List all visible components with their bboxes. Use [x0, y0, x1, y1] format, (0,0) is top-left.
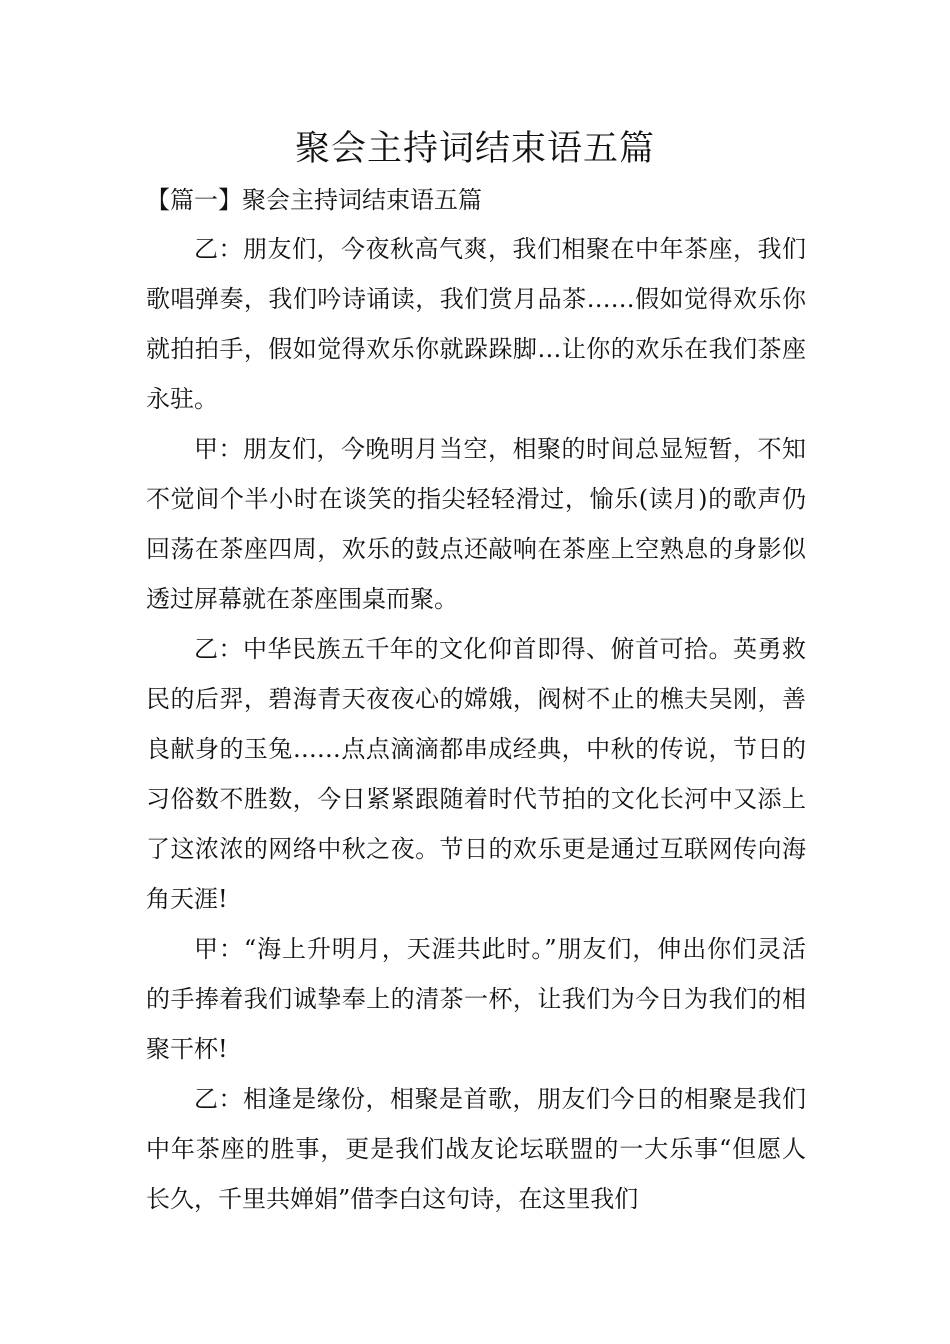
- paragraph: 乙：中华民族五千年的文化仰首即得、俯首可拾。英勇救民的后羿，碧海青天夜夜心的嫦娥，阀树不止的樵夫吴刚，善良献身的玉兔……点点滴滴都串成经典，中秋的传说，节日的习俗数不胜数，今日紧紧跟随着时代节拍的文化长河中又添上了这浓浓的网络中秋之夜。节日的欢乐更是通过互联网传向海角天涯!: [146, 635, 806, 913]
- paragraph: 乙：相逢是缘份，相聚是首歌，朋友们今日的相聚是我们中年茶座的胜事，更是我们战友论坛联盟的一大乐事“但愿人长久，千里共婵娟”借李白这句诗，在这里我们: [146, 1085, 806, 1213]
- document-title: 聚会主持词结束语五篇: [294, 129, 655, 169]
- document-body: [146, 224, 806, 1224]
- paragraph: 乙：朋友们，今夜秋高气爽，我们相聚在中年茶座，我们歌唱弹奏，我们吟诗诵读，我们赏月品茶……假如觉得欢乐你就拍拍手，假如觉得欢乐你就跺跺脚…让你的欢乐在我们茶座永驻。: [146, 235, 806, 413]
- paragraph: 甲：朋友们，今晚明月当空，相聚的时间总显短暂，不知不觉间个半小时在谈笑的指尖轻轻滑过，愉乐(读月)的歌声仍回荡在茶座四周，欢乐的鼓点还敲响在茶座上空熟息的身影似透过屏幕就在茶座围桌而聚。: [146, 435, 806, 613]
- paragraph: 甲：“海上升明月，天涯共此时。”朋友们，伸出你们灵活的手捧着我们诚挚奉上的清茶一杯，让我们为今日为我们的相聚干杯!: [146, 935, 806, 1063]
- section-heading: 【篇一】聚会主持词结束语五篇: [146, 186, 482, 214]
